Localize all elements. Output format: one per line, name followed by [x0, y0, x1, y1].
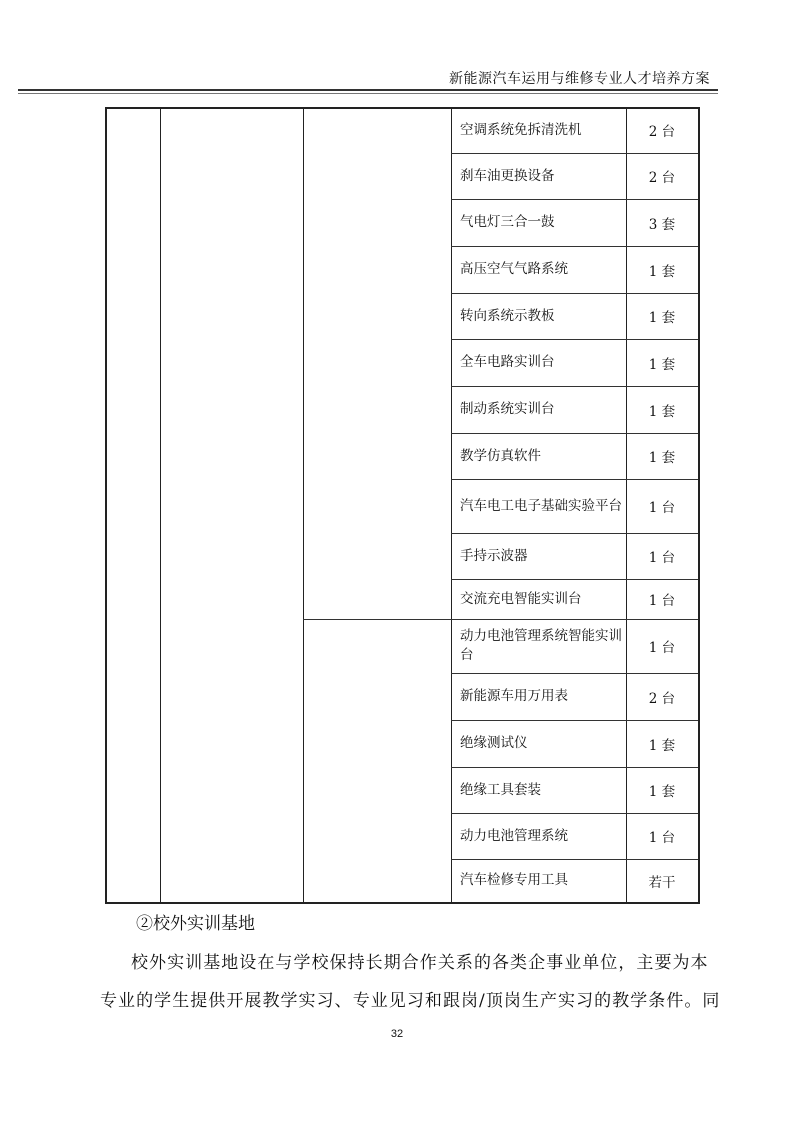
equipment-qty-cell: 2 台	[648, 124, 676, 140]
column-divider	[451, 107, 452, 902]
equipment-qty-cell: 1 台	[648, 500, 676, 516]
equipment-qty-cell: 1 套	[648, 784, 676, 800]
equipment-name-cell: 教学仿真软件	[460, 447, 541, 464]
column-divider	[303, 107, 304, 902]
equipment-name-cell: 刹车油更换设备	[460, 167, 555, 184]
page-number: 32	[390, 1028, 404, 1040]
equipment-name-cell: 交流充电智能实训台	[460, 590, 582, 607]
equipment-qty-cell: 3 套	[648, 216, 676, 233]
header-rule	[18, 89, 718, 91]
equipment-name-cell: 气电灯三合一鼓	[460, 214, 555, 230]
section-heading: ②校外实训基地	[136, 914, 255, 934]
header-title: 新能源汽车运用与维修专业人才培养方案	[449, 71, 710, 87]
group-divider	[303, 619, 452, 620]
equipment-name-cell: 全车电路实训台	[460, 354, 555, 370]
equipment-qty-cell: 1 台	[648, 830, 676, 846]
equipment-qty-cell: 1 台	[648, 593, 676, 609]
paragraph-line: 专业的学生提供开展教学实习、专业见习和跟岗/顶岗生产实习的教学条件。同	[100, 991, 721, 1011]
equipment-qty-cell: 1 台	[648, 550, 676, 566]
equipment-qty-cell: 2 台	[648, 690, 676, 707]
equipment-name-cell: 转向系统示教板	[460, 307, 555, 324]
equipment-qty-cell: 1 台	[648, 640, 676, 656]
equipment-name-cell: 手持示波器	[460, 547, 528, 564]
equipment-name-cell: 新能源车用万用表	[460, 688, 568, 704]
equipment-name-cell: 汽车电工电子基础实验平台	[460, 497, 622, 514]
equipment-qty-cell: 1 套	[648, 356, 676, 373]
equipment-name-cell: 绝缘测试仪	[460, 735, 528, 751]
equipment-name-cell: 动力电池管理系统	[460, 827, 568, 844]
column-divider	[160, 107, 161, 902]
equipment-name-cell: 绝缘工具套装	[460, 781, 541, 798]
equipment-name-cell: 动力电池管理系统智能实训台	[460, 628, 622, 663]
equipment-name-cell: 汽车检修专用工具	[460, 872, 568, 888]
equipment-name-cell: 制动系统实训台	[460, 401, 555, 417]
equipment-qty-cell: 1 套	[648, 263, 676, 280]
equipment-name-cell: 空调系统免拆清洗机	[460, 121, 582, 138]
equipment-name-cell: 高压空气气路系统	[460, 261, 568, 277]
paragraph-line: 校外实训基地设在与学校保持长期合作关系的各类企事业单位，主要为本	[131, 953, 709, 973]
equipment-qty-cell: 若干	[648, 874, 676, 891]
equipment-qty-cell: 1 套	[648, 737, 676, 754]
equipment-table	[105, 107, 698, 902]
equipment-qty-cell: 1 套	[648, 403, 676, 420]
header-rule-thin	[18, 93, 718, 94]
equipment-qty-cell: 2 台	[648, 170, 676, 186]
equipment-qty-cell: 1 套	[648, 310, 676, 326]
equipment-qty-cell: 1 套	[648, 450, 676, 466]
